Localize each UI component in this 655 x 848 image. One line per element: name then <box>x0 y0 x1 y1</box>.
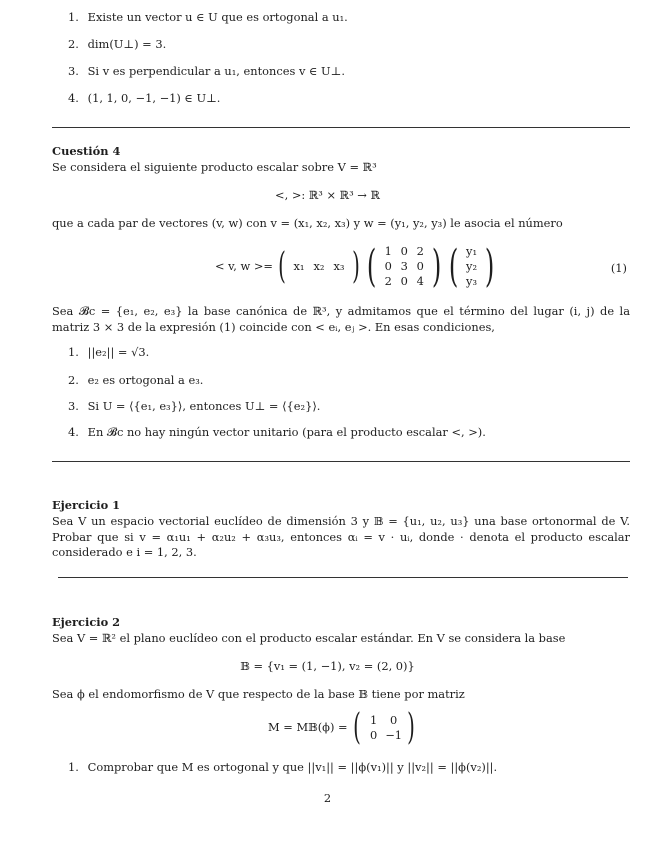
equation-number: (1) <box>610 261 627 275</box>
item-text: dim(U⊥) = 3. <box>87 37 167 51</box>
matrix-entry: −1 <box>385 728 402 742</box>
matrix-entry: 0 <box>384 259 392 273</box>
list-item: 2. dim(U⊥) = 3. <box>68 37 167 51</box>
item-text: Comprobar que M es ortogonal y que ||v₁|| = ||ϕ(v₁)|| y ||v₂|| = ||ϕ(v₂)||. <box>87 760 498 774</box>
matrix-equation: M = M𝔹(ϕ) = ( 1 0 0 −1 ) <box>268 707 415 748</box>
row-entry: x₁ <box>293 258 305 273</box>
item-text: Si U = ⟨{e₁, e₃}⟩, entonces U⊥ = ⟨{e₂}⟩. <box>87 399 321 413</box>
basis-text: Sea 𝓑c = {e₁, e₂, e₃} la base canónica de ℝ³, y admitamos que el término del lugar (i, j) de la matriz 3 × 3 de la expresión (1) coincide con < eᵢ, eⱼ >. En esas condiciones, <box>52 304 630 334</box>
section-title: Cuestión 4 <box>52 144 121 158</box>
matrix-entry: 0 <box>400 244 408 258</box>
list-item: 1. Existe un vector u ∈ U que es ortogonal a u₁. <box>68 10 348 24</box>
list-item: 1. Comprobar que M es ortogonal y que ||v₁|| = ||ϕ(v₁)|| y ||v₂|| = ||ϕ(v₂)||. <box>68 760 498 774</box>
matrix-entry: 4 <box>416 274 424 288</box>
pair-text: que a cada par de vectores (v, w) con v = (x₁, x₂, x₃) y w = (y₁, y₂, y₃) le asocia el número <box>52 216 563 230</box>
matrix-entry: 0 <box>369 728 378 742</box>
row-entry: x₃ <box>333 258 345 273</box>
matrix-entry: 0 <box>416 259 424 273</box>
endomorphism-matrix <box>364 713 404 743</box>
list-item: 3. Si U = ⟨{e₁, e₃}⟩, entonces U⊥ = ⟨{e₂}⟩. <box>68 399 321 413</box>
section-title: Ejercicio 2 <box>52 615 121 629</box>
page-number: 2 <box>323 791 332 805</box>
row-entry: x₂ <box>313 258 325 273</box>
intro-text: Sea V = ℝ² el plano euclídeo con el producto escalar estándar. En V se considera la base <box>52 631 566 645</box>
divider <box>52 461 630 462</box>
equation-lhs: M = M𝔹(ϕ) = <box>268 720 348 735</box>
matrix-entry: 2 <box>416 244 424 258</box>
item-text: ||e₂|| = √3. <box>87 345 150 359</box>
col-entry: y₁ <box>466 244 478 258</box>
item-text: En 𝓑c no hay ningún vector unitario (para el producto escalar <, >). <box>87 425 486 439</box>
item-text: e₂ es ortogonal a e₃. <box>87 373 204 387</box>
basis-formula: 𝔹 = {v₁ = (1, −1), v₂ = (2, 0)} <box>240 659 415 673</box>
list-item: 4. En 𝓑c no hay ningún vector unitario (para el producto escalar <, >). <box>68 425 486 439</box>
item-text: (1, 1, 0, −1, −1) ∈ U⊥. <box>87 91 221 105</box>
matrix-entry: 1 <box>384 244 392 258</box>
map-formula: <, >: ℝ³ × ℝ³ → ℝ <box>275 188 380 202</box>
list-item: 2. e₂ es ortogonal a e₃. <box>68 373 204 387</box>
row-vector <box>289 259 349 275</box>
list-item: 3. Si v es perpendicular a u₁, entonces v ∈ U⊥. <box>68 64 345 78</box>
matrix-entry: 1 <box>369 713 378 727</box>
list-item: 1. ||e₂|| = √3. <box>68 345 150 359</box>
divider <box>58 577 628 578</box>
endomorphism-text: Sea ϕ el endomorfismo de V que respecto de la base 𝔹 tiene por matriz <box>52 687 465 701</box>
column-vector <box>463 244 481 289</box>
section-title: Ejercicio 1 <box>52 498 121 512</box>
bilinear-form-equation: < v, w >= ( x₁ x₂ x₃ ) ( 1 0 2 0 3 0 2 0 4 ) ( y₁ y₂ y₃ ) <box>215 240 494 292</box>
matrix-entry: 3 <box>400 259 408 273</box>
col-entry: y₃ <box>466 274 478 288</box>
divider <box>52 127 630 128</box>
item-text: Si v es perpendicular a u₁, entonces v ∈ U⊥. <box>87 64 345 78</box>
matrix-entry: 0 <box>389 713 398 727</box>
item-text: Existe un vector u ∈ U que es ortogonal a u₁. <box>87 10 348 24</box>
intro-text: Se considera el siguiente producto escalar sobre V = ℝ³ <box>52 160 377 174</box>
matrix-entry: 2 <box>384 274 392 288</box>
col-entry: y₂ <box>466 259 478 273</box>
gram-matrix <box>380 244 428 289</box>
exercise-text: Sea V un espacio vectorial euclídeo de dimensión 3 y 𝔹 = {u₁, u₂, u₃} una base ortonormal de V. Probar que si v = α₁u₁ + α₂u₂ + α₃u₃, entonces αᵢ = v · uᵢ, donde · denota el producto escalar considerado e i = 1, 2, 3. <box>52 514 630 560</box>
equation-lhs: < v, w >= <box>215 258 273 273</box>
matrix-entry: 0 <box>400 274 408 288</box>
list-item: 4. (1, 1, 0, −1, −1) ∈ U⊥. <box>68 91 221 105</box>
